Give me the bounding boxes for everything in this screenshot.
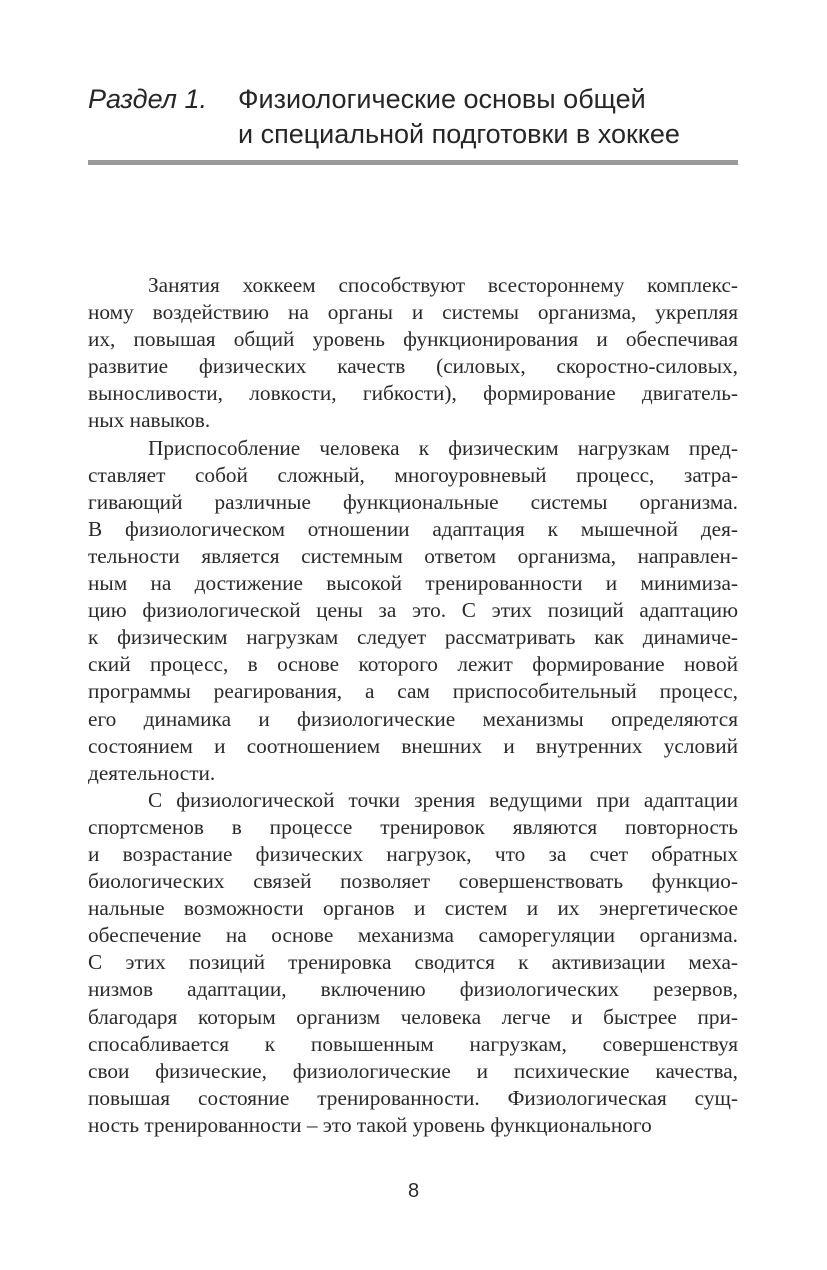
text-line: их, повышая общий уровень функционирования и обеспечивая — [88, 327, 738, 352]
text-line: деятельности. — [88, 760, 216, 785]
header-line-2 — [88, 117, 738, 152]
text-line: Занятия хоккеем способствуют всестороннему комплекс- — [148, 273, 738, 297]
text-line: развитие физических качеств (силовых, скоростно-силовых, — [88, 354, 738, 379]
body-text — [88, 272, 738, 1139]
text-line: С этих позиций тренировка сводится к активизации меха- — [88, 950, 738, 975]
text-line: свои физические, физиологические и психические качества, — [88, 1058, 738, 1083]
text-line: С физиологической точки зрения ведущими при адаптации — [148, 787, 738, 812]
text-line: В физиологическом отношении адаптация к мышечной дея- — [88, 516, 738, 541]
text-line: спортсменов в процессе тренировок являются повторность — [88, 814, 738, 839]
header-divider — [88, 160, 738, 165]
text-line: спосабливается к повышенным нагрузкам, совершенствуя — [88, 1031, 738, 1056]
text-line: его динамика и физиологические механизмы определяются — [88, 706, 738, 731]
chapter-header — [88, 82, 738, 152]
text-line: благодаря которым организм человека легче и быстрее при- — [88, 1004, 738, 1029]
section-title-line-1: Физиологические основы общей — [238, 84, 646, 114]
text-line: низмов адаптации, включению физиологических резервов, — [88, 977, 738, 1002]
text-line: и возрастание физических нагрузок, что за счет обратных — [88, 841, 738, 866]
paragraph — [88, 435, 738, 787]
text-line: Приспособление человека к физическим нагрузкам пред- — [148, 435, 738, 460]
text-line: программы реагирования, а сам приспособительный процесс, — [88, 679, 738, 704]
section-title-line-2: и специальной подготовки в хоккее — [238, 119, 680, 149]
paragraph — [88, 272, 738, 435]
text-line: ность тренированности – это такой уровень функционального — [88, 1112, 652, 1137]
text-line: выносливости, ловкости, гибкости), формирование двигатель- — [88, 381, 738, 406]
text-line: гивающий различные функциональные системы организма. — [88, 489, 738, 514]
text-line: тельности является системным ответом организма, направлен- — [88, 543, 738, 568]
text-line: ных навыков. — [88, 408, 211, 433]
text-line: цию физиологической цены за это. С этих позиций адаптацию — [88, 598, 738, 623]
text-line: ский процесс, в основе которого лежит формирование новой — [88, 652, 738, 677]
text-line: биологических связей позволяет совершенствовать функцио- — [88, 869, 738, 894]
paragraph — [88, 787, 738, 1139]
text-line: нальные возможности органов и систем и их энергетическое — [88, 896, 738, 921]
page-number: 8 — [407, 1180, 420, 1202]
text-line: обеспечение на основе механизма саморегуляции организма. — [88, 923, 738, 948]
text-line: ному воздействию на органы и системы организма, укрепляя — [88, 300, 738, 325]
text-line: к физическим нагрузкам следует рассматривать как динамиче- — [88, 625, 738, 650]
text-line: ставляет собой сложный, многоуровневый процесс, затра- — [88, 462, 738, 487]
text-line: ным на достижение высокой тренированности и минимиза- — [88, 571, 738, 596]
section-label: Раздел 1. — [88, 84, 207, 114]
text-line: повышая состояние тренированности. Физиологическая сущ- — [88, 1085, 738, 1110]
header-line-1 — [88, 82, 738, 117]
text-line: состоянием и соотношением внешних и внутренних условий — [88, 733, 738, 758]
